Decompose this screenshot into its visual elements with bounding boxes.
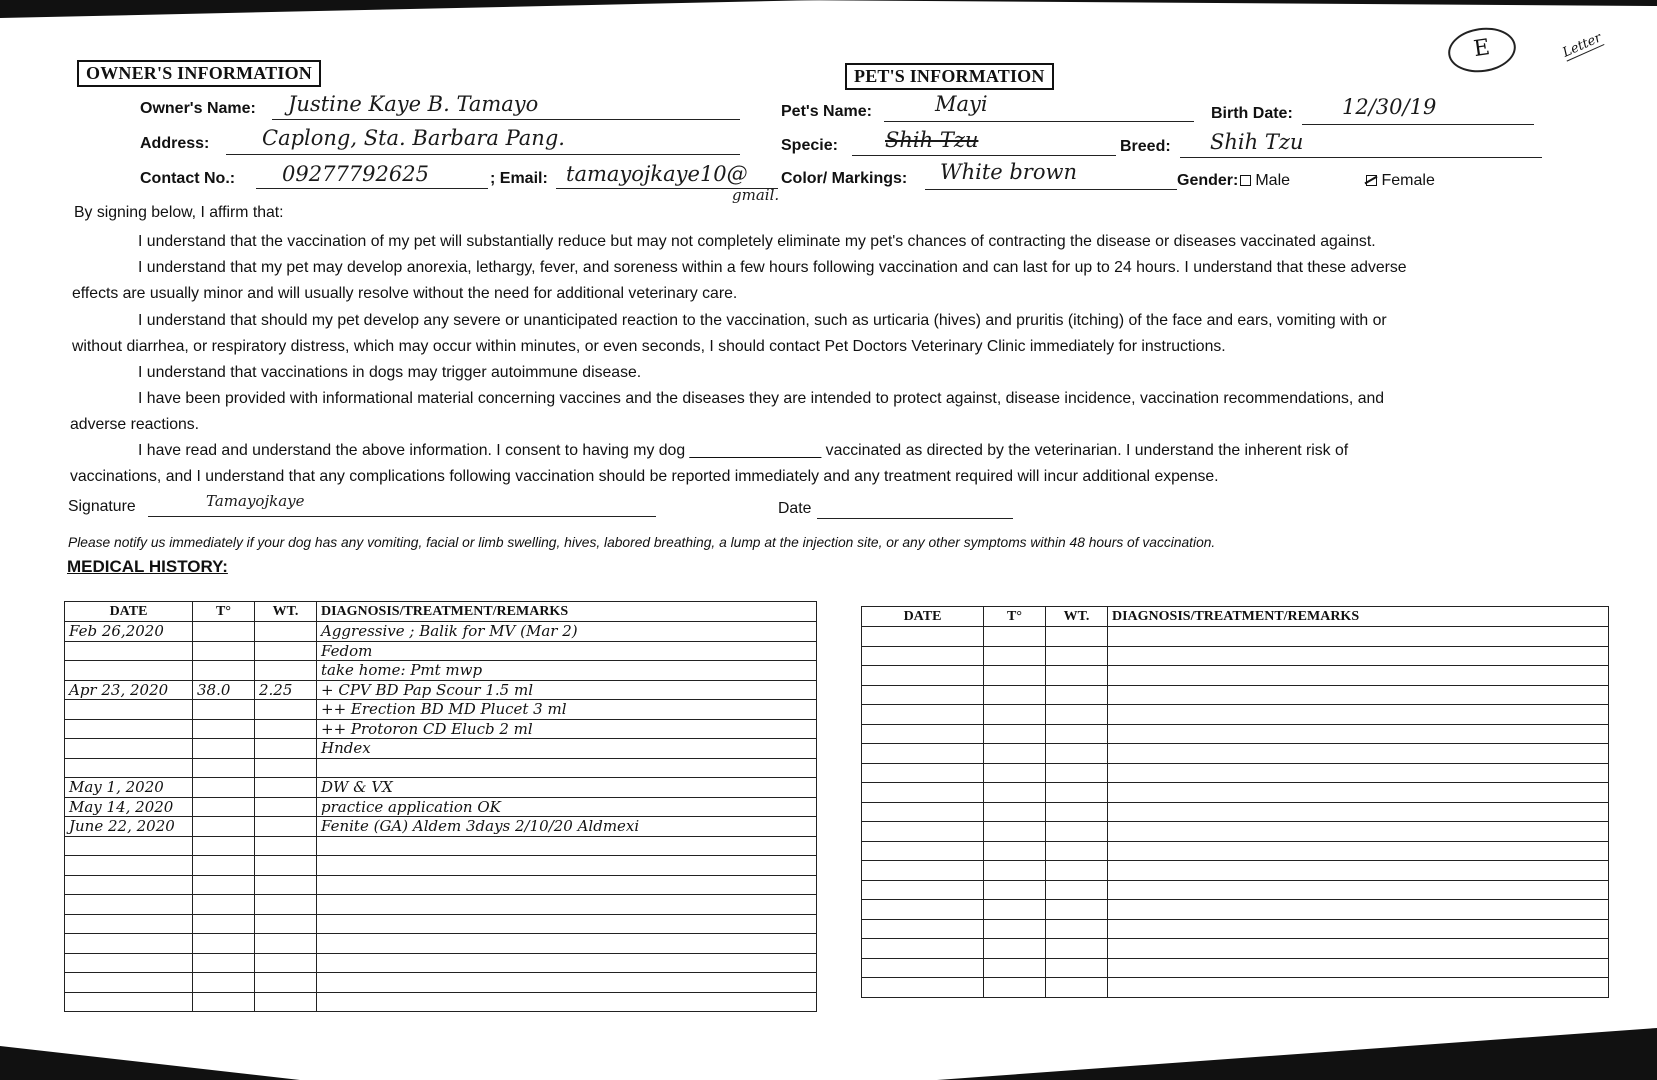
row-date-cell[interactable] bbox=[862, 841, 984, 861]
notice-text: Please notify us immediately if your dog has any vomiting, facial or limb swelling, hives, labored breathing, a lump at the injection site, or any other symptoms within 48 hours of vaccination. bbox=[68, 535, 1216, 550]
male-checkbox-icon[interactable] bbox=[1240, 175, 1251, 186]
row-diagnosis-cell[interactable]: Aggressive ; Balik for MV (Mar 2) bbox=[317, 622, 817, 642]
row-weight-cell[interactable] bbox=[255, 700, 317, 720]
row-temp-cell[interactable] bbox=[984, 666, 1046, 686]
table-row bbox=[65, 934, 817, 954]
row-weight-cell[interactable] bbox=[1046, 822, 1108, 842]
col-temp: T° bbox=[193, 602, 255, 622]
owner-name-label: Owner's Name: bbox=[140, 100, 256, 117]
scan-shadow-bottom-left bbox=[0, 1046, 300, 1080]
table-row bbox=[862, 978, 1609, 998]
row-date-cell[interactable] bbox=[65, 856, 193, 876]
row-date-cell[interactable] bbox=[862, 919, 984, 939]
col-weight: WT. bbox=[1046, 607, 1108, 627]
medical-history-table-right bbox=[861, 606, 1609, 998]
row-diagnosis-cell[interactable] bbox=[1108, 763, 1609, 783]
table-row bbox=[862, 685, 1609, 705]
row-temp-cell[interactable] bbox=[193, 622, 255, 642]
date-label: Date bbox=[778, 500, 812, 517]
table-row bbox=[862, 880, 1609, 900]
row-weight-cell[interactable] bbox=[255, 719, 317, 739]
row-temp-cell[interactable] bbox=[193, 739, 255, 759]
col-date: DATE bbox=[65, 602, 193, 622]
row-diagnosis-cell[interactable] bbox=[1108, 783, 1609, 803]
row-date-cell[interactable] bbox=[862, 763, 984, 783]
row-diagnosis-cell[interactable] bbox=[317, 914, 817, 934]
row-weight-cell[interactable] bbox=[255, 836, 317, 856]
table-row bbox=[862, 958, 1609, 978]
col-diagnosis: DIAGNOSIS/TREATMENT/REMARKS bbox=[1108, 607, 1609, 627]
owner-name-value: Justine Kaye B. Tamayo bbox=[288, 92, 539, 116]
row-date-cell[interactable] bbox=[862, 744, 984, 764]
row-date-cell[interactable] bbox=[65, 700, 193, 720]
gender-male-label: Male bbox=[1255, 172, 1291, 189]
table-row bbox=[862, 705, 1609, 725]
table-row bbox=[65, 622, 817, 642]
breed-line bbox=[1180, 157, 1542, 158]
row-diagnosis-cell[interactable] bbox=[317, 992, 817, 1012]
circled-mark: E bbox=[1445, 23, 1518, 76]
row-temp-cell[interactable]: 38.0 bbox=[193, 680, 255, 700]
row-diagnosis-cell[interactable]: Fenite (GA) Aldem 3days 2/10/20 Aldmexi bbox=[317, 817, 817, 837]
row-diagnosis-cell[interactable] bbox=[317, 758, 817, 778]
row-date-cell[interactable] bbox=[862, 705, 984, 725]
table-row bbox=[65, 992, 817, 1012]
consent-paragraph-6b: vaccinations, and I understand that any complications following vaccination should be reported immediately and any treatment required will incur additional expense. bbox=[70, 468, 1219, 485]
birth-date-value: 12/30/19 bbox=[1342, 95, 1437, 119]
col-date: DATE bbox=[862, 607, 984, 627]
row-date-cell[interactable] bbox=[65, 992, 193, 1012]
row-date-cell[interactable] bbox=[65, 875, 193, 895]
table-row bbox=[65, 739, 817, 759]
row-weight-cell[interactable] bbox=[1046, 627, 1108, 647]
specie-label: Specie: bbox=[781, 137, 838, 154]
row-weight-cell[interactable] bbox=[255, 758, 317, 778]
row-weight-cell[interactable] bbox=[1046, 763, 1108, 783]
consent-paragraph-2a: I understand that my pet may develop anorexia, lethargy, fever, and soreness within a few hours following vaccination and can last for up to 24 hours. I understand that these adverse bbox=[138, 259, 1407, 276]
table-row bbox=[65, 758, 817, 778]
table-row bbox=[862, 900, 1609, 920]
row-temp-cell[interactable] bbox=[984, 900, 1046, 920]
row-diagnosis-cell[interactable] bbox=[1108, 666, 1609, 686]
table-row bbox=[862, 919, 1609, 939]
row-temp-cell[interactable] bbox=[193, 797, 255, 817]
pet-section-title: PET'S INFORMATION bbox=[845, 63, 1054, 90]
row-temp-cell[interactable] bbox=[984, 724, 1046, 744]
row-date-cell[interactable] bbox=[65, 973, 193, 993]
table-row bbox=[65, 817, 817, 837]
row-weight-cell[interactable] bbox=[1046, 919, 1108, 939]
row-date-cell[interactable]: Feb 26,2020 bbox=[65, 622, 193, 642]
row-date-cell[interactable]: May 14, 2020 bbox=[65, 797, 193, 817]
row-weight-cell[interactable] bbox=[1046, 841, 1108, 861]
row-temp-cell[interactable] bbox=[193, 914, 255, 934]
contact-line bbox=[256, 188, 488, 189]
row-temp-cell[interactable] bbox=[984, 861, 1046, 881]
color-markings-line bbox=[925, 189, 1177, 190]
row-temp-cell[interactable] bbox=[193, 700, 255, 720]
row-weight-cell[interactable] bbox=[1046, 646, 1108, 666]
row-temp-cell[interactable] bbox=[984, 763, 1046, 783]
row-diagnosis-cell[interactable]: ++ Erection BD MD Plucet 3 ml bbox=[317, 700, 817, 720]
row-weight-cell[interactable] bbox=[255, 953, 317, 973]
row-weight-cell[interactable] bbox=[255, 934, 317, 954]
row-temp-cell[interactable] bbox=[984, 685, 1046, 705]
row-temp-cell[interactable] bbox=[193, 758, 255, 778]
pet-name-line bbox=[884, 121, 1194, 122]
row-weight-cell[interactable] bbox=[255, 856, 317, 876]
row-date-cell[interactable] bbox=[65, 836, 193, 856]
row-date-cell[interactable] bbox=[65, 641, 193, 661]
table-row bbox=[65, 641, 817, 661]
consent-paragraph-5b: adverse reactions. bbox=[70, 416, 200, 433]
row-diagnosis-cell[interactable] bbox=[1108, 900, 1609, 920]
row-temp-cell[interactable] bbox=[193, 817, 255, 837]
row-temp-cell[interactable] bbox=[984, 958, 1046, 978]
row-diagnosis-cell[interactable] bbox=[317, 895, 817, 915]
row-diagnosis-cell[interactable]: Fedom bbox=[317, 641, 817, 661]
row-temp-cell[interactable] bbox=[193, 875, 255, 895]
col-temp: T° bbox=[984, 607, 1046, 627]
row-temp-cell[interactable] bbox=[193, 778, 255, 798]
birth-date-line bbox=[1302, 124, 1534, 125]
table-row bbox=[65, 875, 817, 895]
table-row bbox=[862, 646, 1609, 666]
scan-shadow-top-right bbox=[777, 0, 1657, 6]
consent-paragraph-3a: I understand that should my pet develop any severe or unanticipated reaction to the vaccination, such as urticaria (hives) and pruritis (itching) of the face and ears, vomiting with or bbox=[138, 312, 1387, 329]
table-row bbox=[65, 856, 817, 876]
row-weight-cell[interactable] bbox=[255, 778, 317, 798]
table-row bbox=[65, 973, 817, 993]
row-weight-cell[interactable] bbox=[255, 875, 317, 895]
specie-line bbox=[852, 155, 1116, 156]
email-label: ; Email: bbox=[490, 170, 548, 187]
table-row bbox=[862, 822, 1609, 842]
contact-label: Contact No.: bbox=[140, 170, 236, 187]
row-weight-cell[interactable] bbox=[1046, 724, 1108, 744]
specie-value: Shih Tzu bbox=[885, 128, 979, 152]
row-temp-cell[interactable] bbox=[984, 919, 1046, 939]
row-diagnosis-cell[interactable] bbox=[1108, 802, 1609, 822]
row-diagnosis-cell[interactable]: practice application OK bbox=[317, 797, 817, 817]
medical-history-table-left bbox=[64, 601, 817, 1012]
row-diagnosis-cell[interactable] bbox=[1108, 939, 1609, 959]
table-row bbox=[862, 666, 1609, 686]
breed-value: Shih Tzu bbox=[1210, 130, 1304, 154]
row-temp-cell[interactable] bbox=[984, 978, 1046, 998]
row-date-cell[interactable] bbox=[65, 953, 193, 973]
consent-paragraph-3b: without diarrhea, or respiratory distress, which may occur within minutes, or even seconds, I should contact Pet Doctors Veterinary Clinic immediately for instructions. bbox=[72, 338, 1226, 355]
table-row bbox=[65, 895, 817, 915]
row-temp-cell[interactable] bbox=[984, 627, 1046, 647]
row-date-cell[interactable] bbox=[65, 719, 193, 739]
row-date-cell[interactable] bbox=[862, 822, 984, 842]
address-line bbox=[226, 154, 740, 155]
row-diagnosis-cell[interactable]: DW & VX bbox=[317, 778, 817, 798]
row-diagnosis-cell[interactable] bbox=[1108, 880, 1609, 900]
color-markings-value: White brown bbox=[940, 160, 1077, 184]
row-diagnosis-cell[interactable]: take home: Pmt mwp bbox=[317, 661, 817, 681]
table-row bbox=[65, 836, 817, 856]
row-diagnosis-cell[interactable] bbox=[1108, 841, 1609, 861]
address-label: Address: bbox=[140, 135, 210, 152]
table-row bbox=[862, 724, 1609, 744]
contact-value: 09277792625 bbox=[282, 162, 429, 186]
row-diagnosis-cell[interactable]: + CPV BD Pap Scour 1.5 ml bbox=[317, 680, 817, 700]
consent-paragraph-4: I understand that vaccinations in dogs may trigger autoimmune disease. bbox=[138, 364, 642, 381]
row-temp-cell[interactable] bbox=[193, 661, 255, 681]
color-markings-label: Color/ Markings: bbox=[781, 170, 908, 187]
row-temp-cell[interactable] bbox=[984, 705, 1046, 725]
row-weight-cell[interactable] bbox=[255, 914, 317, 934]
row-temp-cell[interactable] bbox=[984, 939, 1046, 959]
row-date-cell[interactable] bbox=[862, 802, 984, 822]
row-weight-cell[interactable] bbox=[255, 992, 317, 1012]
owner-section-title: OWNER'S INFORMATION bbox=[77, 60, 321, 87]
row-diagnosis-cell[interactable] bbox=[1108, 705, 1609, 725]
row-weight-cell[interactable] bbox=[1046, 783, 1108, 803]
row-diagnosis-cell[interactable] bbox=[1108, 919, 1609, 939]
row-weight-cell[interactable] bbox=[255, 817, 317, 837]
row-diagnosis-cell[interactable] bbox=[317, 953, 817, 973]
row-diagnosis-cell[interactable] bbox=[1108, 958, 1609, 978]
email-value: tamayojkaye10@ bbox=[566, 162, 748, 186]
row-weight-cell[interactable] bbox=[255, 622, 317, 642]
table-row bbox=[65, 700, 817, 720]
row-date-cell[interactable] bbox=[65, 895, 193, 915]
gender-label: Gender: bbox=[1177, 172, 1239, 189]
date-line[interactable] bbox=[817, 518, 1013, 519]
gender-field bbox=[1177, 172, 1435, 190]
row-date-cell[interactable] bbox=[65, 661, 193, 681]
row-weight-cell[interactable] bbox=[255, 739, 317, 759]
row-diagnosis-cell[interactable] bbox=[1108, 822, 1609, 842]
row-weight-cell[interactable]: 2.25 bbox=[255, 680, 317, 700]
signature-value: Tamayojkaye bbox=[206, 492, 305, 510]
signature-label: Signature bbox=[68, 498, 136, 515]
row-temp-cell[interactable] bbox=[193, 973, 255, 993]
signature-line[interactable] bbox=[148, 516, 656, 517]
row-diagnosis-cell[interactable] bbox=[317, 856, 817, 876]
address-value: Caplong, Sta. Barbara Pang. bbox=[262, 126, 565, 150]
table-row bbox=[862, 627, 1609, 647]
table-row bbox=[65, 680, 817, 700]
row-diagnosis-cell[interactable] bbox=[317, 875, 817, 895]
row-weight-cell[interactable] bbox=[1046, 900, 1108, 920]
row-temp-cell[interactable] bbox=[984, 802, 1046, 822]
row-temp-cell[interactable] bbox=[984, 646, 1046, 666]
row-date-cell[interactable] bbox=[862, 627, 984, 647]
row-date-cell[interactable] bbox=[862, 666, 984, 686]
row-weight-cell[interactable] bbox=[1046, 685, 1108, 705]
consent-paragraph-5a: I have been provided with informational material concerning vaccines and the diseases they are intended to protect against, disease incidence, vaccination recommendations, and bbox=[138, 390, 1385, 407]
consent-paragraph-6a: I have read and understand the above information. I consent to having my dog _______________ vaccinated as directed by the veterinarian. I understand the inherent risk of bbox=[138, 442, 1349, 459]
row-date-cell[interactable] bbox=[862, 724, 984, 744]
row-weight-cell[interactable] bbox=[1046, 978, 1108, 998]
row-date-cell[interactable] bbox=[65, 934, 193, 954]
table-row bbox=[862, 939, 1609, 959]
row-weight-cell[interactable] bbox=[1046, 880, 1108, 900]
row-temp-cell[interactable] bbox=[193, 856, 255, 876]
row-temp-cell[interactable] bbox=[984, 880, 1046, 900]
table-row bbox=[65, 914, 817, 934]
table-row bbox=[862, 861, 1609, 881]
col-weight: WT. bbox=[255, 602, 317, 622]
row-temp-cell[interactable] bbox=[984, 841, 1046, 861]
row-date-cell[interactable] bbox=[862, 685, 984, 705]
consent-intro: By signing below, I affirm that: bbox=[74, 204, 284, 221]
row-date-cell[interactable] bbox=[862, 939, 984, 959]
table-row bbox=[862, 802, 1609, 822]
row-date-cell[interactable] bbox=[862, 783, 984, 803]
table-row bbox=[862, 841, 1609, 861]
row-weight-cell[interactable] bbox=[255, 797, 317, 817]
table-row bbox=[65, 797, 817, 817]
row-date-cell[interactable] bbox=[65, 758, 193, 778]
pet-name-label: Pet's Name: bbox=[781, 103, 872, 120]
table-row bbox=[862, 744, 1609, 764]
row-diagnosis-cell[interactable] bbox=[317, 934, 817, 954]
birth-date-label: Birth Date: bbox=[1211, 105, 1293, 122]
row-temp-cell[interactable] bbox=[193, 895, 255, 915]
scan-shadow-top-left bbox=[0, 0, 820, 18]
row-diagnosis-cell[interactable] bbox=[1108, 646, 1609, 666]
breed-label: Breed: bbox=[1120, 138, 1171, 155]
row-temp-cell[interactable] bbox=[193, 992, 255, 1012]
table-row bbox=[65, 661, 817, 681]
row-date-cell[interactable] bbox=[65, 914, 193, 934]
row-diagnosis-cell[interactable] bbox=[1108, 627, 1609, 647]
row-weight-cell[interactable] bbox=[1046, 958, 1108, 978]
table-row bbox=[862, 783, 1609, 803]
row-weight-cell[interactable] bbox=[1046, 705, 1108, 725]
consent-paragraph-1: I understand that the vaccination of my pet will substantially reduce but may not completely eliminate my pet's chances of contracting the disease or diseases vaccinated against. bbox=[138, 233, 1376, 250]
row-diagnosis-cell[interactable] bbox=[317, 836, 817, 856]
row-weight-cell[interactable] bbox=[255, 661, 317, 681]
row-date-cell[interactable] bbox=[65, 739, 193, 759]
table-row bbox=[65, 778, 817, 798]
row-temp-cell[interactable] bbox=[193, 641, 255, 661]
pet-name-value: Mayi bbox=[935, 92, 988, 116]
row-temp-cell[interactable] bbox=[193, 719, 255, 739]
row-weight-cell[interactable] bbox=[1046, 802, 1108, 822]
row-temp-cell[interactable] bbox=[193, 836, 255, 856]
row-diagnosis-cell[interactable] bbox=[1108, 978, 1609, 998]
row-weight-cell[interactable] bbox=[1046, 939, 1108, 959]
row-diagnosis-cell[interactable]: ++ Protoron CD Elucb 2 ml bbox=[317, 719, 817, 739]
owner-name-line bbox=[272, 119, 740, 120]
row-weight-cell[interactable] bbox=[1046, 744, 1108, 764]
female-checkbox-icon[interactable] bbox=[1366, 175, 1377, 186]
email-value-continued: gmail. bbox=[732, 186, 780, 204]
row-date-cell[interactable]: May 1, 2020 bbox=[65, 778, 193, 798]
row-temp-cell[interactable] bbox=[984, 744, 1046, 764]
row-temp-cell[interactable] bbox=[193, 953, 255, 973]
row-weight-cell[interactable] bbox=[255, 895, 317, 915]
row-date-cell[interactable] bbox=[862, 978, 984, 998]
row-diagnosis-cell[interactable] bbox=[1108, 724, 1609, 744]
col-diagnosis: DIAGNOSIS/TREATMENT/REMARKS bbox=[317, 602, 817, 622]
row-diagnosis-cell[interactable] bbox=[1108, 744, 1609, 764]
row-diagnosis-cell[interactable] bbox=[317, 973, 817, 993]
row-temp-cell[interactable] bbox=[984, 822, 1046, 842]
medical-history-title: MEDICAL HISTORY: bbox=[67, 557, 228, 576]
corner-note: Letter bbox=[1560, 30, 1604, 61]
row-diagnosis-cell[interactable] bbox=[1108, 685, 1609, 705]
row-date-cell[interactable] bbox=[862, 861, 984, 881]
table-row bbox=[65, 953, 817, 973]
row-date-cell[interactable]: June 22, 2020 bbox=[65, 817, 193, 837]
row-date-cell[interactable] bbox=[862, 880, 984, 900]
row-weight-cell[interactable] bbox=[255, 973, 317, 993]
table-row bbox=[862, 763, 1609, 783]
row-date-cell[interactable] bbox=[862, 900, 984, 920]
scan-shadow-bottom-right bbox=[937, 1028, 1657, 1080]
row-temp-cell[interactable] bbox=[984, 783, 1046, 803]
row-weight-cell[interactable] bbox=[255, 641, 317, 661]
row-date-cell[interactable] bbox=[862, 958, 984, 978]
row-date-cell[interactable] bbox=[862, 646, 984, 666]
row-weight-cell[interactable] bbox=[1046, 861, 1108, 881]
gender-female-label: Female bbox=[1381, 172, 1435, 189]
table-row bbox=[65, 719, 817, 739]
consent-paragraph-2b: effects are usually minor and will usually resolve without the need for additional veterinary care. bbox=[72, 285, 738, 302]
row-diagnosis-cell[interactable]: Hndex bbox=[317, 739, 817, 759]
row-weight-cell[interactable] bbox=[1046, 666, 1108, 686]
row-temp-cell[interactable] bbox=[193, 934, 255, 954]
row-diagnosis-cell[interactable] bbox=[1108, 861, 1609, 881]
row-date-cell[interactable]: Apr 23, 2020 bbox=[65, 680, 193, 700]
